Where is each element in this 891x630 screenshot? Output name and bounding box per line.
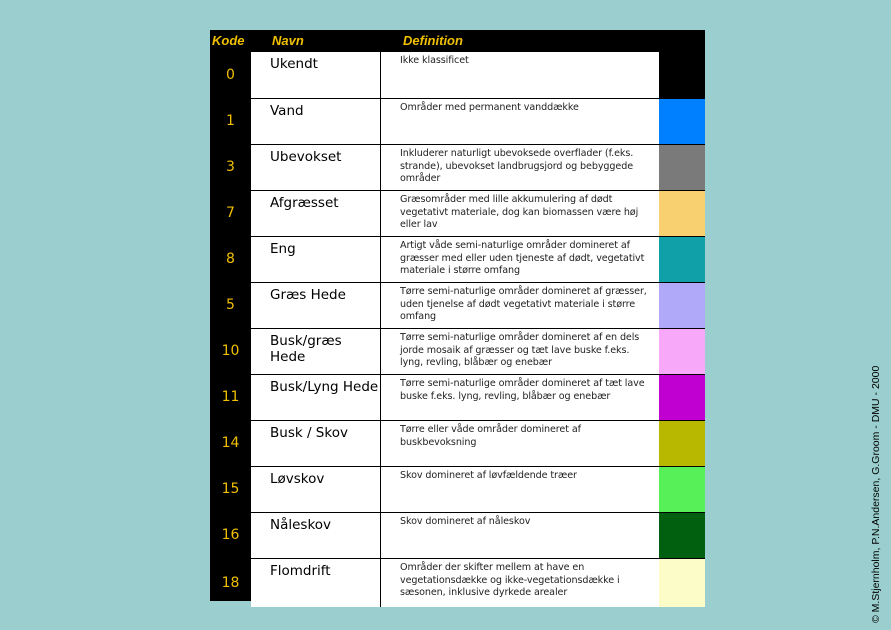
row-name: Vand [251, 98, 381, 144]
row-name: Busk / Skov [251, 420, 381, 466]
row-color-swatch [659, 328, 705, 374]
row-color-swatch [659, 374, 705, 420]
row-code: 1 [226, 113, 235, 129]
row-definition: Inkluderer naturligt ubevoksede overflader (f.eks. strande), ubevokset landbrugsjord og bebyggede områder [381, 144, 659, 190]
row-color-swatch [659, 52, 705, 98]
row-name: Nåleskov [251, 512, 381, 558]
row-definition: Græsområder med lille akkumulering af dødt vegetativt materiale, dog kan biomassen være høj eller lav [381, 190, 659, 236]
legend-row [210, 282, 705, 328]
header-definition: Definition [403, 33, 463, 48]
row-code: 5 [226, 297, 235, 313]
row-color-swatch [659, 512, 705, 558]
row-code: 10 [221, 343, 240, 359]
header-kode: Kode [212, 33, 245, 48]
legend-row [210, 98, 705, 144]
row-code: 18 [221, 574, 240, 591]
row-color-swatch [659, 98, 705, 144]
legend-row [210, 144, 705, 190]
row-code: 8 [226, 251, 235, 267]
row-color-swatch [659, 558, 705, 607]
legend-row [210, 420, 705, 466]
row-definition: Tørre eller våde områder domineret af buskbevoksning [381, 420, 659, 466]
legend-row [210, 558, 705, 607]
legend-row [210, 328, 705, 374]
row-definition: Områder der skifter mellem at have en vegetationsdække og ikke-vegetationsdække i sæsonen, inklusive dyrkede arealer [381, 558, 659, 607]
legend-row [210, 512, 705, 558]
copyright-credit: © M.Stjernholm, P.N.Andersen, G.Groom - DMU - 2000 [870, 365, 882, 623]
row-color-swatch [659, 420, 705, 466]
row-code: 0 [226, 67, 235, 83]
row-code: 15 [221, 481, 240, 497]
row-definition: Områder med permanent vanddække [381, 98, 659, 144]
row-name: Busk/græs Hede [251, 328, 381, 374]
legend-row [210, 52, 705, 98]
row-code: 7 [226, 205, 235, 221]
land-cover-legend-table [210, 30, 705, 601]
legend-row [210, 236, 705, 282]
row-name: Græs Hede [251, 282, 381, 328]
legend-row [210, 374, 705, 420]
row-definition: Tørre semi-naturlige områder domineret af en dels jorde mosaik af græsser og tæt lave buske f.eks. lyng, revling, blåbær og enebær [381, 328, 659, 374]
row-color-swatch [659, 236, 705, 282]
row-code: 16 [221, 527, 240, 543]
row-definition: Tørre semi-naturlige områder domineret af græsser, uden tjenelse af dødt vegetativt materiale i større omfang [381, 282, 659, 328]
row-definition: Tørre semi-naturlige områder domineret af tæt lave buske f.eks. lyng, revling, blåbær og enebær [381, 374, 659, 420]
row-definition: Skov domineret af nåleskov [381, 512, 659, 558]
row-definition: Artigt våde semi-naturlige områder domineret af græsser med eller uden tjeneste af dødt, vegetativt materiale i større omfang [381, 236, 659, 282]
legend-row [210, 190, 705, 236]
row-name: Ukendt [251, 52, 381, 98]
row-color-swatch [659, 282, 705, 328]
row-name: Ubevokset [251, 144, 381, 190]
row-name: Eng [251, 236, 381, 282]
row-definition: Ikke klassificet [381, 52, 659, 98]
row-name: Løvskov [251, 466, 381, 512]
row-code: 14 [221, 435, 240, 451]
row-name: Flomdrift [251, 558, 381, 607]
row-color-swatch [659, 190, 705, 236]
header-navn: Navn [272, 33, 304, 48]
legend-row [210, 466, 705, 512]
row-color-swatch [659, 466, 705, 512]
row-name: Busk/Lyng Hede [251, 374, 381, 420]
row-color-swatch [659, 144, 705, 190]
row-code: 11 [221, 389, 240, 405]
row-name: Afgræsset [251, 190, 381, 236]
row-code: 3 [226, 159, 235, 175]
row-definition: Skov domineret af løvfældende træer [381, 466, 659, 512]
